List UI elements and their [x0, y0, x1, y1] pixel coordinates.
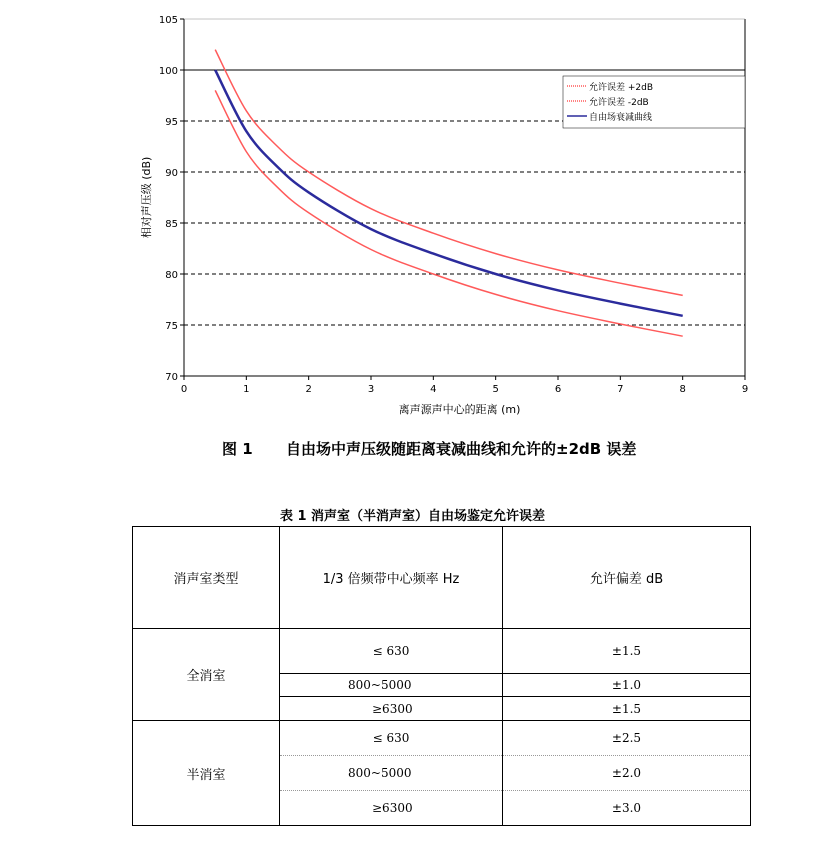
legend-label: 允许误差 -2dB: [589, 98, 649, 108]
tolerance-table: [132, 526, 751, 826]
y-tick-label: 90: [165, 168, 178, 179]
y-tick-label: 85: [165, 219, 178, 230]
figure-number: 图 1: [222, 440, 253, 458]
y-axis-label: 相对声压级 (dB): [140, 156, 153, 239]
x-axis-label: 离声源声中心的距离 (m): [398, 403, 521, 416]
room-type-full: 全消室: [133, 629, 280, 721]
table-row: [133, 629, 751, 674]
x-tick-label: 0: [180, 384, 188, 395]
freq-cell: ≤ 630: [280, 721, 503, 756]
chart-legend: [563, 76, 745, 128]
freq-cell: ≥6300: [280, 791, 503, 826]
figure-caption-text: 自由场中声压级随距离衰减曲线和允许的±2dB 误差: [286, 440, 637, 458]
y-tick-label: 105: [158, 15, 178, 26]
table-row: [133, 721, 751, 756]
y-tick-label: 80: [165, 270, 178, 281]
deviation-cell: ±1.5: [503, 629, 751, 674]
deviation-cell: ±1.5: [503, 697, 751, 721]
x-tick-label: 1: [243, 384, 250, 395]
freq-cell: 800~5000: [280, 756, 503, 791]
x-tick-label: 3: [367, 384, 375, 395]
x-tick-label: 6: [554, 384, 562, 395]
legend-label: 自由场衰减曲线: [589, 113, 653, 123]
deviation-cell: ±2.0: [503, 756, 751, 791]
deviation-cell: ±3.0: [503, 791, 751, 826]
x-tick-label: 7: [617, 384, 624, 395]
freq-cell: ≥6300: [280, 697, 503, 721]
freq-cell: 800~5000: [280, 674, 503, 697]
x-tick-label: 5: [492, 384, 499, 395]
header-deviation: 允许偏差 dB: [503, 527, 751, 629]
legend-label: 允许误差 +2dB: [589, 83, 654, 93]
x-tick-label: 9: [741, 384, 749, 395]
deviation-cell: ±2.5: [503, 721, 751, 756]
room-type-semi: 半消室: [133, 721, 280, 826]
y-tick-label: 100: [158, 66, 178, 77]
y-tick-label: 70: [165, 372, 178, 383]
x-tick-label: 2: [305, 384, 312, 395]
table-title: 表 1 消声室（半消声室）自由场鉴定允许误差: [279, 509, 546, 524]
y-tick-label: 75: [165, 321, 178, 332]
y-tick-label: 95: [165, 117, 178, 128]
deviation-cell: ±1.0: [503, 674, 751, 697]
header-frequency: 1/3 倍频带中心频率 Hz: [280, 527, 503, 629]
x-tick-label: 4: [430, 384, 437, 395]
table-header-row: [133, 527, 751, 629]
figure-caption: [222, 438, 636, 459]
x-tick-label: 8: [679, 384, 686, 395]
freq-cell: ≤ 630: [280, 629, 503, 674]
header-room-type: 消声室类型: [133, 527, 280, 629]
